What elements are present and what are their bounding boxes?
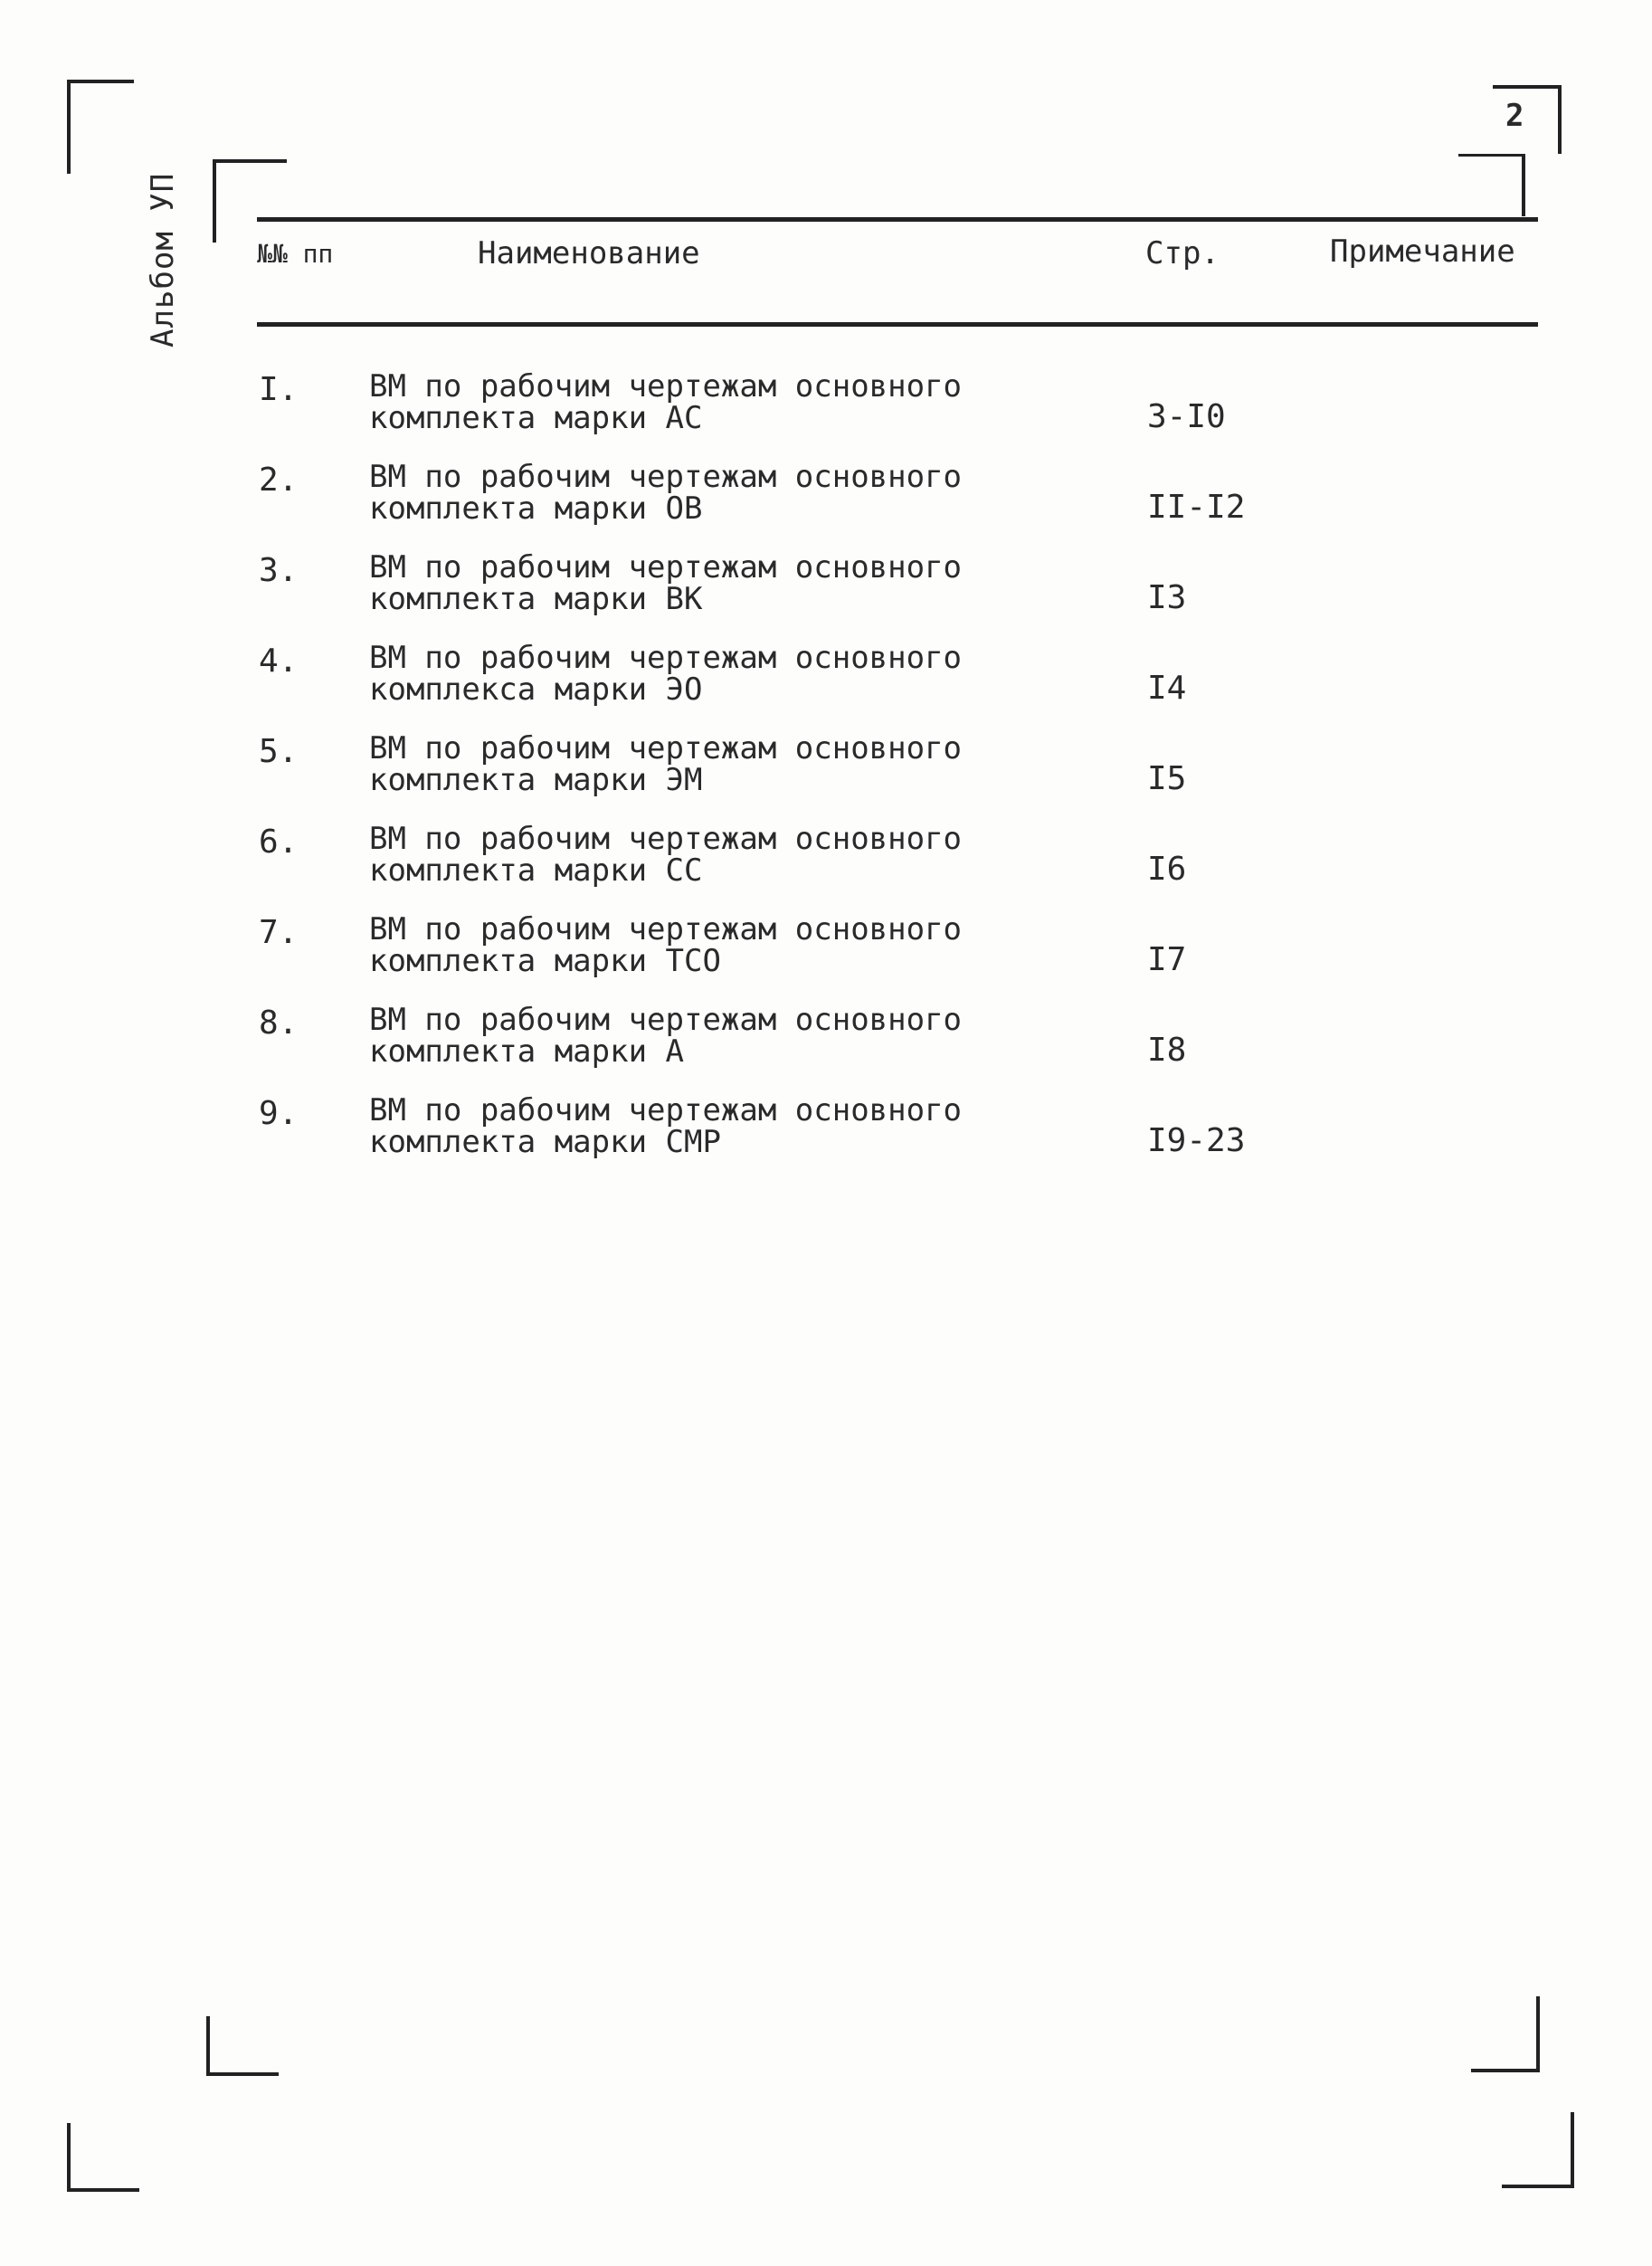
row-name (369, 459, 1002, 527)
row-name (369, 640, 1002, 708)
row-name (369, 821, 1002, 889)
row-name-line2: комплекта марки ЭМ (369, 762, 703, 798)
row-name-line1: ВМ по рабочим чертежам основного (369, 1002, 963, 1038)
row-number: 5. (259, 733, 299, 770)
row-name (369, 911, 1002, 979)
corner-mark-top-left-outer (67, 80, 134, 174)
row-name-line1: ВМ по рабочим чертежам основного (369, 368, 963, 405)
page-number: 2 (1505, 98, 1524, 134)
header-name: Наименование (478, 235, 700, 271)
row-name-line1: ВМ по рабочим чертежам основного (369, 730, 963, 766)
table-header-rule (257, 322, 1538, 327)
row-name-line2: комплекса марки ЭО (369, 671, 703, 708)
table-body (0, 368, 1652, 1185)
row-name-line2: комплекта марки ОВ (369, 490, 703, 527)
corner-mark-bottom-right-outer (1502, 2112, 1574, 2188)
row-name-line2: комплекта марки А (369, 1033, 684, 1070)
row-name-line1: ВМ по рабочим чертежам основного (369, 549, 963, 586)
table-row (0, 549, 1652, 643)
table-row (0, 911, 1652, 1004)
row-page: I6 (1147, 851, 1187, 888)
row-name-line2: комплекта марки АС (369, 400, 703, 436)
table-row (0, 821, 1652, 914)
row-name (369, 730, 1002, 798)
corner-mark-top-right-inner (1458, 154, 1525, 216)
table-top-rule (257, 217, 1538, 222)
header-number: №№ пп (257, 239, 334, 269)
corner-mark-bottom-left-outer (67, 2123, 139, 2192)
row-page: 3-I0 (1147, 398, 1226, 435)
row-name-line2: комплекта марки ВК (369, 581, 703, 617)
row-page: II-I2 (1147, 489, 1246, 526)
row-page: I3 (1147, 579, 1187, 616)
corner-mark-top-left-inner (213, 159, 287, 243)
table-row (0, 459, 1652, 552)
row-name-line1: ВМ по рабочим чертежам основного (369, 459, 963, 495)
row-page: I5 (1147, 760, 1187, 797)
row-page: I8 (1147, 1032, 1187, 1069)
row-name-line1: ВМ по рабочим чертежам основного (369, 911, 963, 947)
row-page: I9-23 (1147, 1122, 1246, 1159)
row-name-line2: комплекта марки СС (369, 852, 703, 889)
row-number: 4. (259, 643, 299, 680)
album-label: Альбом УП (145, 172, 181, 348)
row-name-line1: ВМ по рабочим чертежам основного (369, 1092, 963, 1128)
table-row (0, 730, 1652, 824)
row-number: 8. (259, 1004, 299, 1042)
header-note: Примечание (1330, 233, 1515, 270)
row-number: 2. (259, 462, 299, 499)
row-number: 9. (259, 1095, 299, 1132)
row-name-line1: ВМ по рабочим чертежам основного (369, 640, 963, 676)
row-name-line2: комплекта марки СМР (369, 1124, 721, 1160)
row-number: I. (259, 371, 299, 408)
header-page: Стр. (1145, 235, 1220, 271)
row-name-line1: ВМ по рабочим чертежам основного (369, 821, 963, 857)
corner-mark-bottom-right-inner (1471, 1996, 1540, 2072)
row-name (369, 1092, 1002, 1160)
table-row (0, 1092, 1652, 1185)
row-page: I4 (1147, 670, 1187, 707)
row-number: 6. (259, 824, 299, 861)
row-number: 3. (259, 552, 299, 589)
row-page: I7 (1147, 941, 1187, 978)
table-row (0, 1004, 1652, 1095)
row-name (369, 368, 1002, 436)
row-name (369, 549, 1002, 617)
row-number: 7. (259, 914, 299, 951)
row-name-line2: комплекта марки ТСО (369, 943, 721, 979)
corner-mark-top-right-outer (1493, 85, 1562, 154)
table-row (0, 640, 1652, 733)
table-row (0, 368, 1652, 462)
corner-mark-bottom-left-inner (206, 2016, 279, 2076)
row-name (369, 1004, 1002, 1068)
